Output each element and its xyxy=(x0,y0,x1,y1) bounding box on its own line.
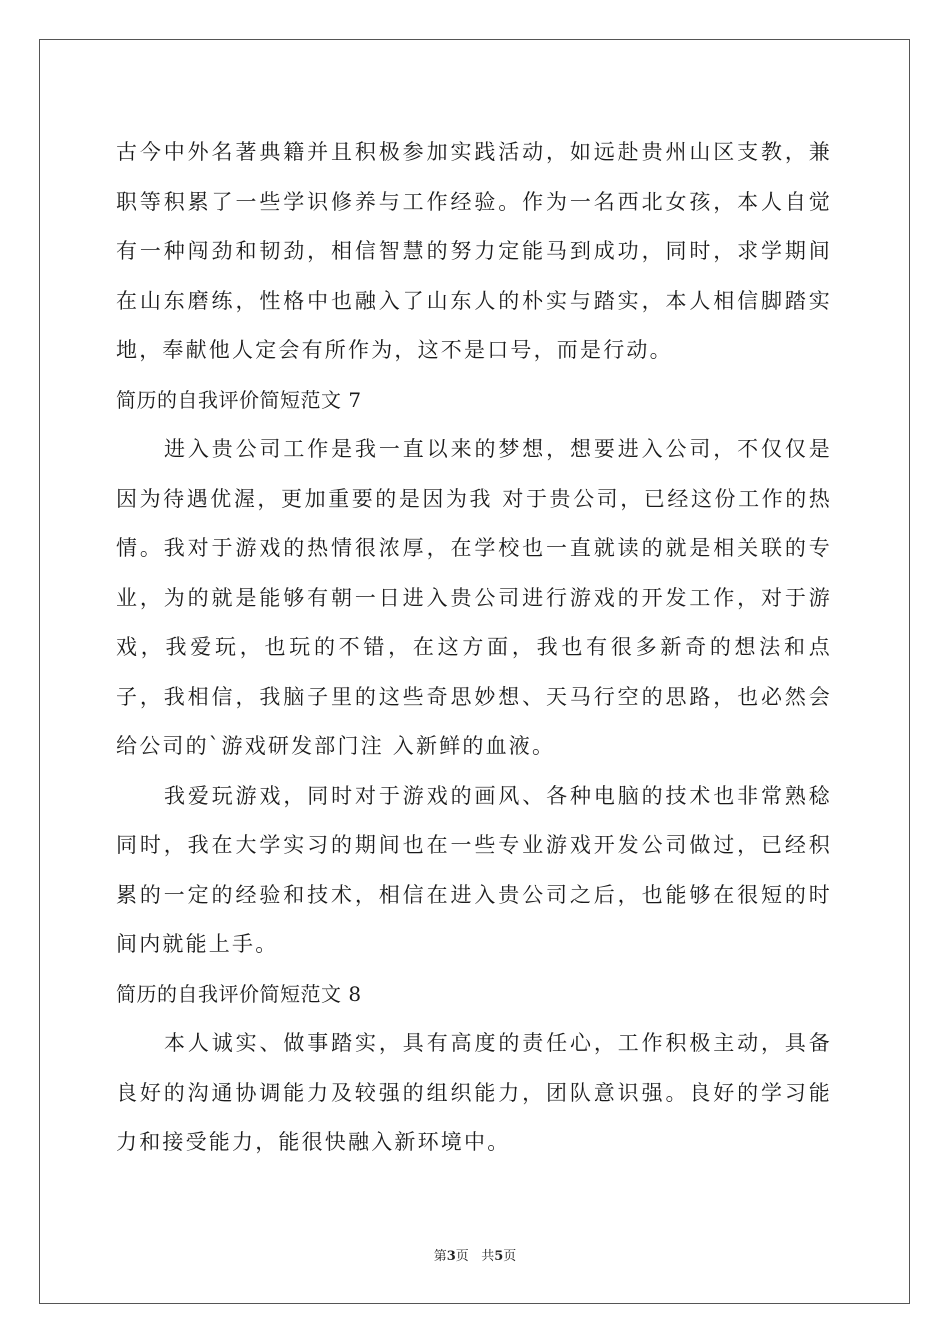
paragraph-2: 进入贵公司工作是我一直以来的梦想，想要进入公司，不仅仅是因为待遇优渥，更加重要的是因为我 对于贵公司，已经这份工作的热情。我对于游戏的热情很浓厚，在学校也一直就读的就是相关联的专业，为的就是能够有朝一日进入贵公司进行游戏的开发工作，对于游戏，我爱玩，也玩的不错，在这方面，我也有很多新奇的想法和点子，我相信，我脑子里的这些奇思妙想、天马行空的思路，也必然会给公司的`游戏研发部门注 入新鲜的血液。 xyxy=(116,437,832,758)
total-page-number: 5 xyxy=(494,1249,504,1264)
page-footer xyxy=(0,1245,950,1264)
page-suffix: 页 xyxy=(455,1249,469,1264)
paragraph-3: 我爱玩游戏，同时对于游戏的画风、各种电脑的技术也非常熟稔同时，我在大学实习的期间也在一些专业游戏开发公司做过，已经积累的一定的经验和技术，相信在进入贵公司之后，也能够在很短的时间内就能上手。 xyxy=(116,783,832,956)
paragraph-4: 本人诚实、做事踏实，具有高度的责任心，工作积极主动，具备良好的沟通协调能力及较强的组织能力，团队意识强。良好的学习能力和接受能力，能很快融入新环境中。 xyxy=(116,1031,832,1154)
current-page-number: 3 xyxy=(446,1249,456,1264)
paragraph-1: 古今中外名著典籍并且积极参加实践活动，如远赴贵州山区支教，兼职等积累了一些学识修养与工作经验。作为一名西北女孩，本人自觉有一种闯劲和韧劲，相信智慧的努力定能马到成功，同时，求学期间在山东磨练，性格中也融入了山东人的朴实与踏实，本人相信脚踏实地，奉献他人定会有所作为，这不是口号，而是行动。 xyxy=(116,140,832,362)
total-suffix: 页 xyxy=(503,1249,517,1264)
section-heading-8: 简历的自我评价简短范文 8 xyxy=(116,981,362,1006)
page-prefix: 第 xyxy=(433,1249,447,1264)
total-prefix: 共 xyxy=(481,1249,495,1264)
document-body xyxy=(116,128,832,1168)
section-heading-7: 简历的自我评价简短范文 7 xyxy=(116,387,362,412)
